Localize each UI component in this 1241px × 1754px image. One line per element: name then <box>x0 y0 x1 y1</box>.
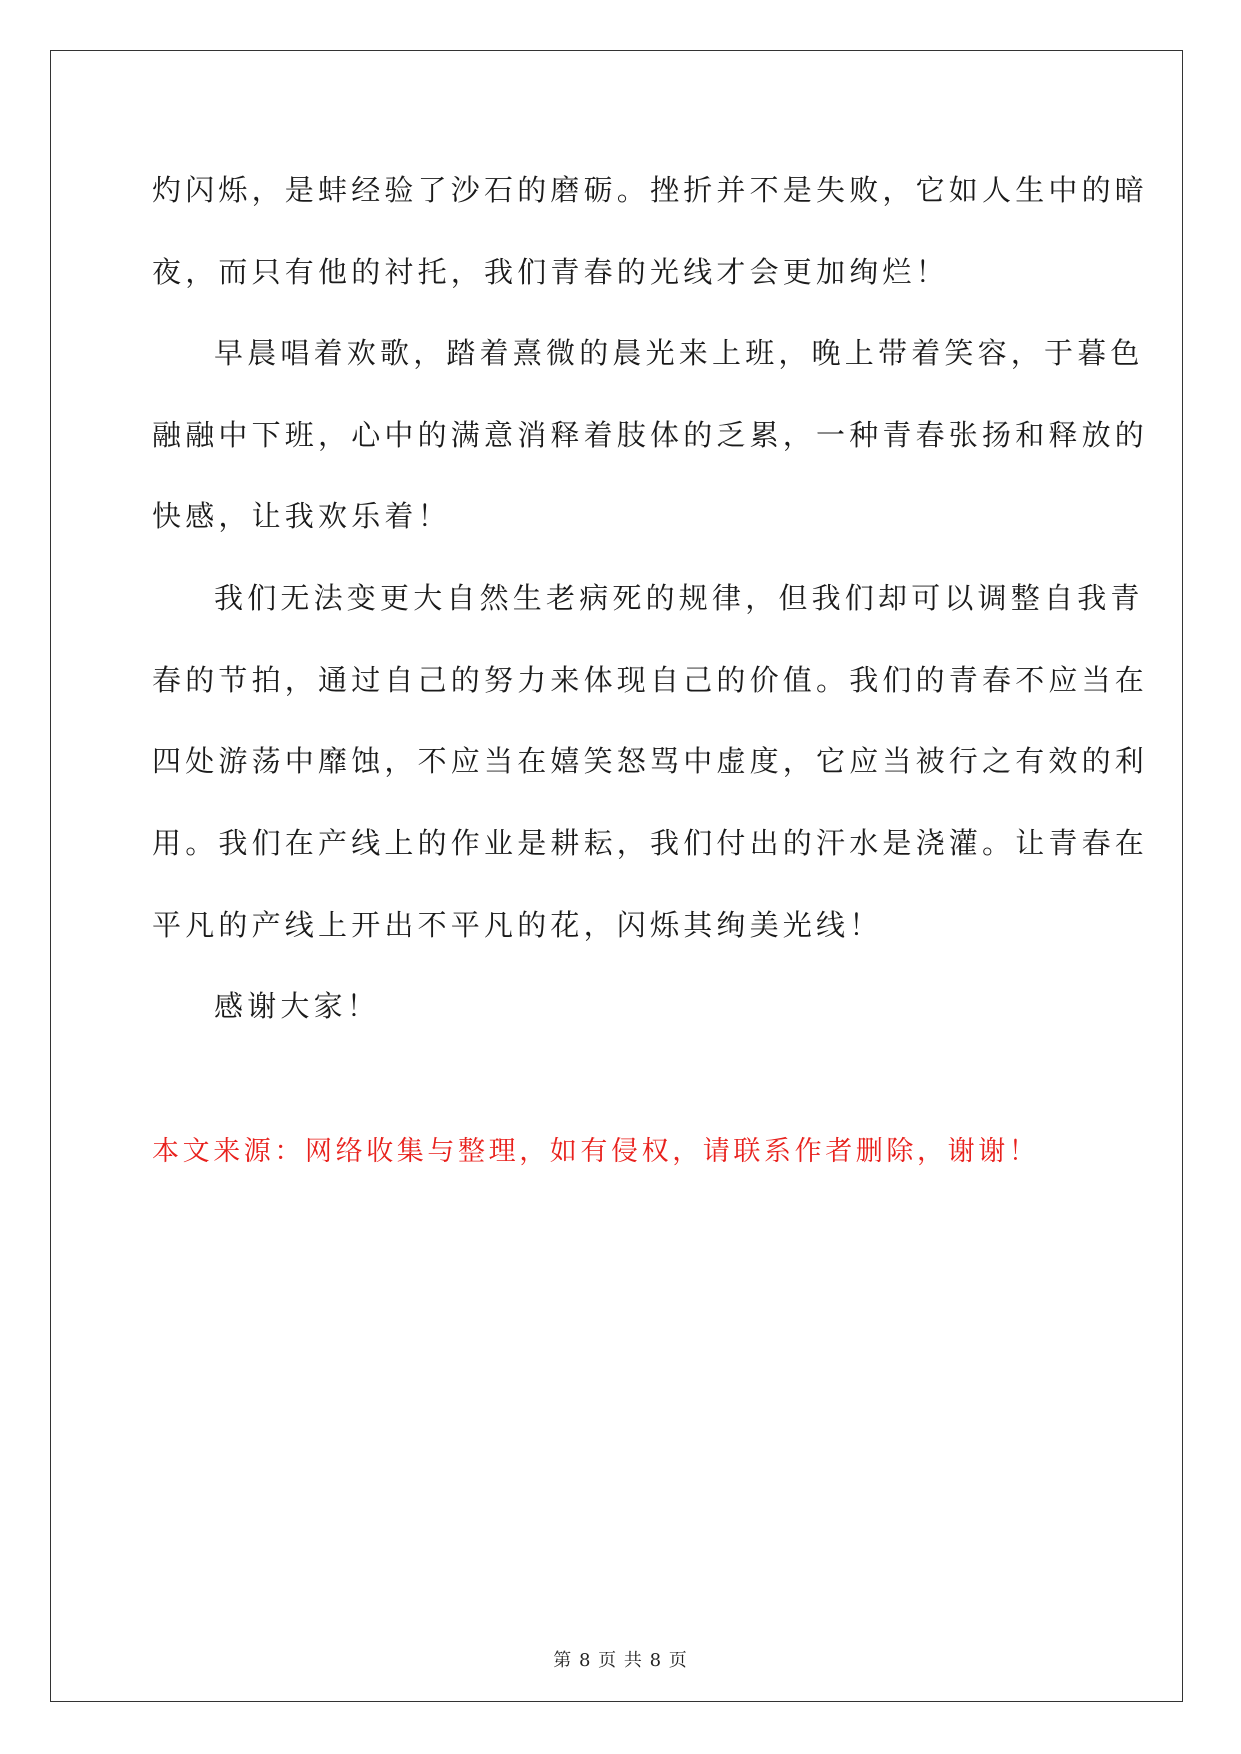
body-line: 平凡的产线上开出不平凡的花，闪烁其绚美光线！ <box>152 908 883 942</box>
page-number-footer: 第 8 页 共 8 页 <box>553 1650 688 1671</box>
body-line: 四处游荡中靡蚀，不应当在嬉笑怒骂中虚度，它应当被行之有效的利 <box>152 744 1149 778</box>
body-line: 春的节拍，通过自己的努力来体现自己的价值。我们的青春不应当在 <box>152 663 1149 697</box>
body-line: 快感，让我欢乐着！ <box>152 499 451 533</box>
body-line: 灼闪烁，是蚌经验了沙石的磨砺。挫折并不是失败，它如人生中的暗 <box>152 173 1149 207</box>
body-line: 用。我们在产线上的作业是耕耘，我们付出的汗水是浇灌。让青春在 <box>152 826 1149 860</box>
closing-line: 感谢大家！ <box>214 989 381 1023</box>
paragraph-start-line: 我们无法变更大自然生老病死的规律，但我们却可以调整自我青 <box>214 581 1144 615</box>
body-line: 融融中下班，心中的满意消释着肢体的乏累，一种青春张扬和释放的 <box>152 418 1149 452</box>
body-line: 夜，而只有他的衬托，我们青春的光线才会更加绚烂！ <box>152 255 949 289</box>
page-border <box>50 50 1183 1702</box>
paragraph-start-line: 早晨唱着欢歌，踏着熹微的晨光来上班，晚上带着笑容，于暮色 <box>214 336 1144 370</box>
source-note: 本文来源：网络收集与整理，如有侵权，请联系作者删除，谢谢！ <box>152 1136 1040 1167</box>
